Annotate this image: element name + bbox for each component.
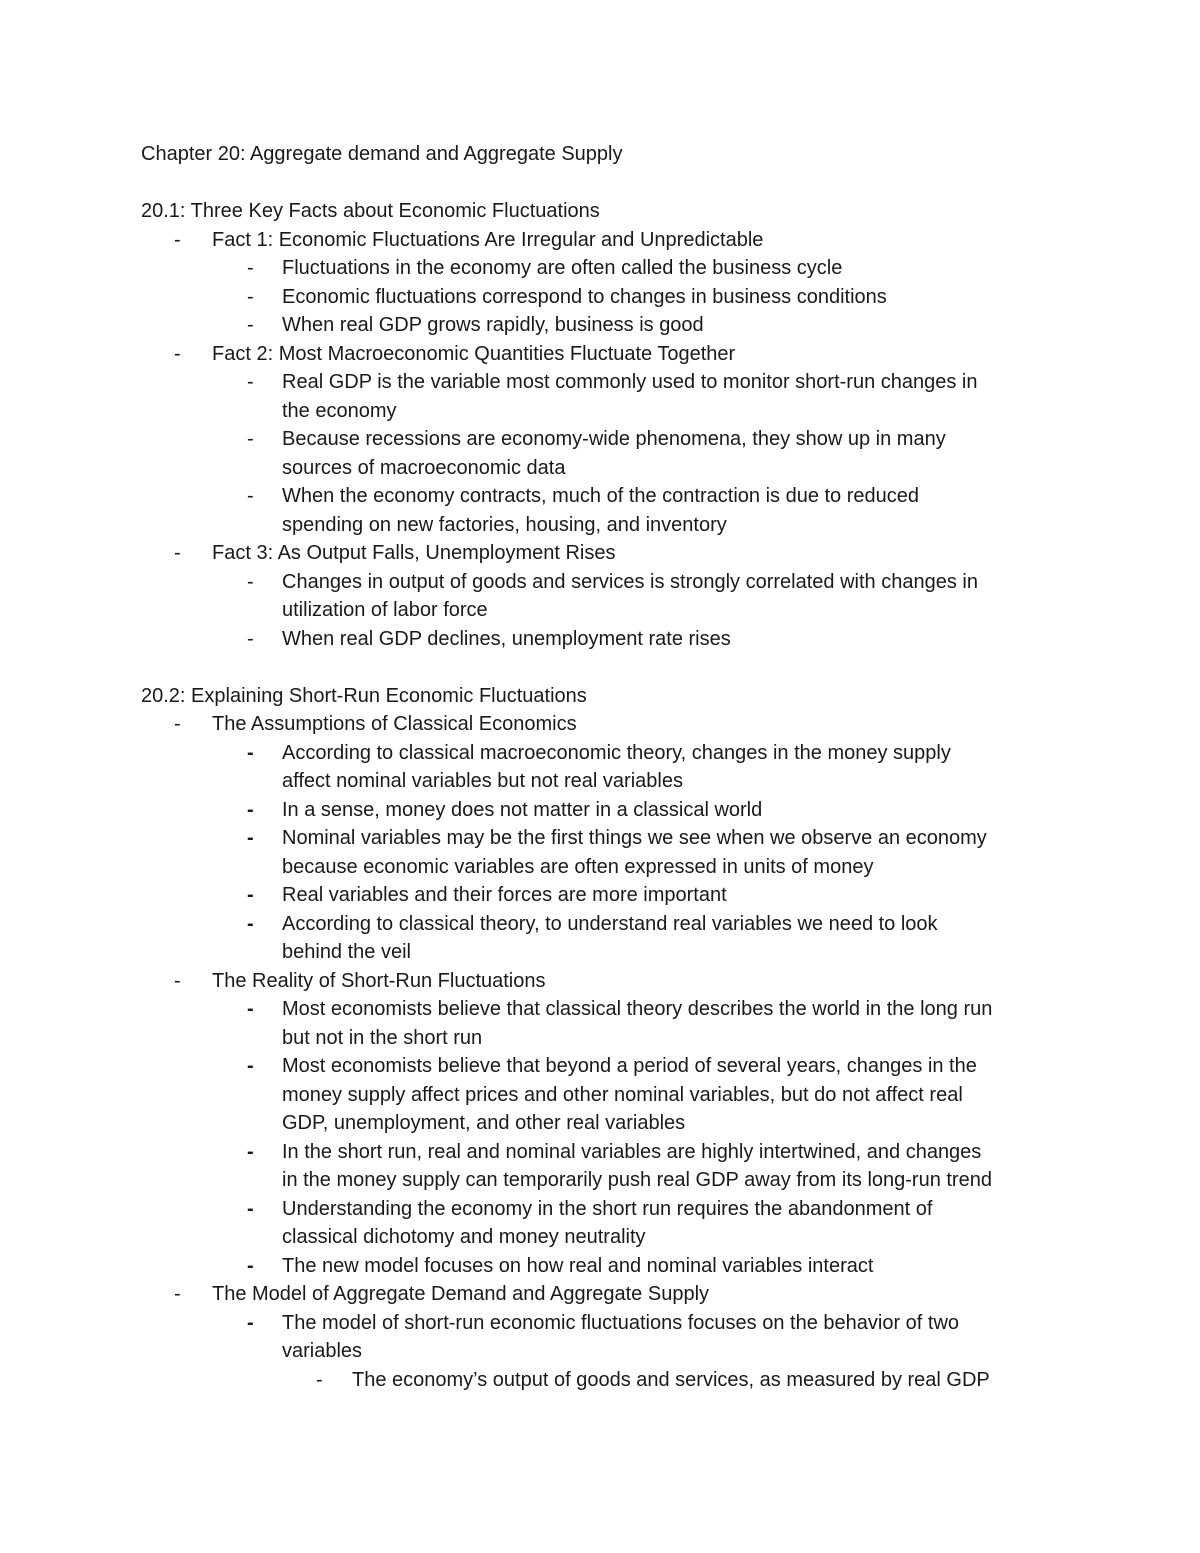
- list-item-text: Most economists believe that classical theory describes the world in the long run: [282, 998, 993, 1020]
- list-item-text: The new model focuses on how real and nominal variables interact: [282, 1254, 874, 1277]
- list-item: [141, 1366, 1071, 1395]
- dash-bullet: -: [174, 342, 181, 365]
- list-item-text: Understanding the economy in the short run requires the abandonment of: [282, 1197, 933, 1220]
- list-item-text: Fact 1: Economic Fluctuations Are Irregular and Unpredictable: [212, 228, 764, 251]
- list-item: [141, 283, 1071, 312]
- dash-bullet: -: [174, 542, 181, 564]
- list-item-short-run-reality: [141, 967, 1071, 996]
- list-item: [141, 796, 1071, 825]
- dash-bullet: -: [247, 1140, 254, 1163]
- dash-bullet: -: [247, 912, 254, 935]
- list-item-text-cont: in the money supply can temporarily push real GDP away from its long-run trend: [282, 1169, 992, 1191]
- list-item: [141, 881, 1071, 910]
- list-item-fact-3: [141, 539, 1071, 568]
- list-item: [141, 368, 1071, 425]
- list-item-text: The Model of Aggregate Demand and Aggregate Supply: [212, 1283, 710, 1305]
- dash-bullet: -: [247, 1254, 254, 1277]
- dash-bullet: -: [247, 884, 254, 906]
- list-item-text-cont: spending on new factories, housing, and inventory: [282, 513, 727, 536]
- dash-bullet: -: [247, 257, 254, 279]
- section-heading: 20.1: Three Key Facts about Economic Fluctuations: [141, 200, 600, 222]
- list-item-ad-as-model: [141, 1280, 1071, 1309]
- dash-bullet: -: [247, 1055, 254, 1077]
- list-item: [141, 1252, 1071, 1281]
- document-page: [141, 140, 1071, 1394]
- list-item-text-cont: classical dichotomy and money neutrality: [282, 1226, 646, 1248]
- list-item: [141, 910, 1071, 967]
- list-item-text-cont: because economic variables are often expressed in units of money: [282, 855, 874, 878]
- dash-bullet: -: [174, 969, 181, 992]
- list-item-fact-1: [141, 226, 1071, 255]
- list-item: [141, 568, 1071, 625]
- list-item-text-cont: the economy: [282, 399, 397, 422]
- list-item: [141, 1195, 1071, 1252]
- list-item-fact-2: [141, 340, 1071, 369]
- dash-bullet: -: [247, 570, 254, 593]
- list-item-text-cont: behind the veil: [282, 941, 411, 963]
- list-item-text: The economy’s output of goods and services, as measured by real GDP: [352, 1368, 990, 1391]
- dash-bullet: -: [247, 314, 254, 336]
- list-item-text-cont: sources of macroeconomic data: [282, 456, 566, 479]
- dash-bullet: -: [174, 713, 181, 735]
- dash-bullet: -: [247, 627, 254, 650]
- dash-bullet: -: [247, 428, 254, 450]
- section-heading: 20.2: Explaining Short-Run Economic Fluctuations: [141, 684, 587, 707]
- list-item-text-cont: variables: [282, 1340, 363, 1362]
- list-item-text-cont: utilization of labor force: [282, 599, 488, 621]
- list-item: [141, 254, 1071, 283]
- section-20-1: [141, 197, 1071, 653]
- list-item-text: When real GDP declines, unemployment rate rises: [282, 627, 731, 650]
- list-item: [141, 625, 1071, 654]
- dash-bullet: -: [247, 798, 254, 821]
- list-item-text-cont: affect nominal variables but not real variables: [282, 770, 683, 792]
- dash-bullet: -: [247, 827, 254, 849]
- list-item-text: When real GDP grows rapidly, business is good: [282, 314, 704, 336]
- dash-bullet: -: [247, 1197, 254, 1220]
- list-item-text-cont: money supply affect prices and other nominal variables, but do not affect real: [282, 1083, 963, 1106]
- list-item-text: The Reality of Short-Run Fluctuations: [212, 969, 546, 992]
- dash-bullet: -: [247, 371, 254, 393]
- dash-bullet: -: [174, 228, 181, 251]
- list-item-text: Real GDP is the variable most commonly used to monitor short-run changes in: [282, 371, 978, 393]
- list-item-text: Changes in output of goods and services is strongly correlated with changes in: [282, 570, 978, 593]
- list-item-text-cont: GDP, unemployment, and other real variables: [282, 1112, 686, 1134]
- list-item-text: Fluctuations in the economy are often called the business cycle: [282, 257, 843, 279]
- dash-bullet: -: [247, 285, 254, 308]
- dash-bullet: -: [247, 998, 254, 1020]
- list-item-text: Fact 2: Most Macroeconomic Quantities Fluctuate Together: [212, 342, 736, 365]
- list-item: [141, 824, 1071, 881]
- list-item-text: Economic fluctuations correspond to changes in business conditions: [282, 285, 887, 308]
- list-item-text: In a sense, money does not matter in a classical world: [282, 798, 763, 821]
- list-item-text: Nominal variables may be the first things we see when we observe an economy: [282, 827, 987, 849]
- list-item-text-cont: but not in the short run: [282, 1026, 483, 1049]
- list-item-text: According to classical theory, to understand real variables we need to look: [282, 912, 938, 935]
- dash-bullet: -: [174, 1283, 181, 1305]
- list-item-text: Fact 3: As Output Falls, Unemployment Rises: [212, 542, 616, 564]
- dash-bullet: -: [247, 1311, 254, 1334]
- list-item-text: According to classical macroeconomic theory, changes in the money supply: [282, 741, 951, 764]
- list-item: [141, 995, 1071, 1052]
- list-item-text: Most economists believe that beyond a period of several years, changes in the: [282, 1055, 977, 1077]
- section-20-2: [141, 682, 1071, 1395]
- list-item: [141, 482, 1071, 539]
- list-item-text: Real variables and their forces are more important: [282, 884, 727, 906]
- page-title: Chapter 20: Aggregate demand and Aggregate Supply: [141, 143, 623, 165]
- list-item: [141, 425, 1071, 482]
- list-item: [141, 1138, 1071, 1195]
- list-item-text: Because recessions are economy-wide phenomena, they show up in many: [282, 428, 946, 450]
- dash-bullet: -: [247, 485, 254, 507]
- list-item: [141, 1052, 1071, 1138]
- list-item-text: The model of short-run economic fluctuations focuses on the behavior of two: [282, 1311, 960, 1334]
- list-item: [141, 311, 1071, 340]
- list-item: [141, 1309, 1071, 1366]
- dash-bullet: -: [247, 741, 254, 764]
- list-item-classical-assumptions: [141, 710, 1071, 739]
- dash-bullet: -: [316, 1368, 323, 1391]
- list-item: [141, 739, 1071, 796]
- list-item-text: The Assumptions of Classical Economics: [212, 713, 577, 735]
- list-item-text: When the economy contracts, much of the contraction is due to reduced: [282, 485, 920, 507]
- list-item-text: In the short run, real and nominal variables are highly intertwined, and changes: [282, 1140, 982, 1163]
